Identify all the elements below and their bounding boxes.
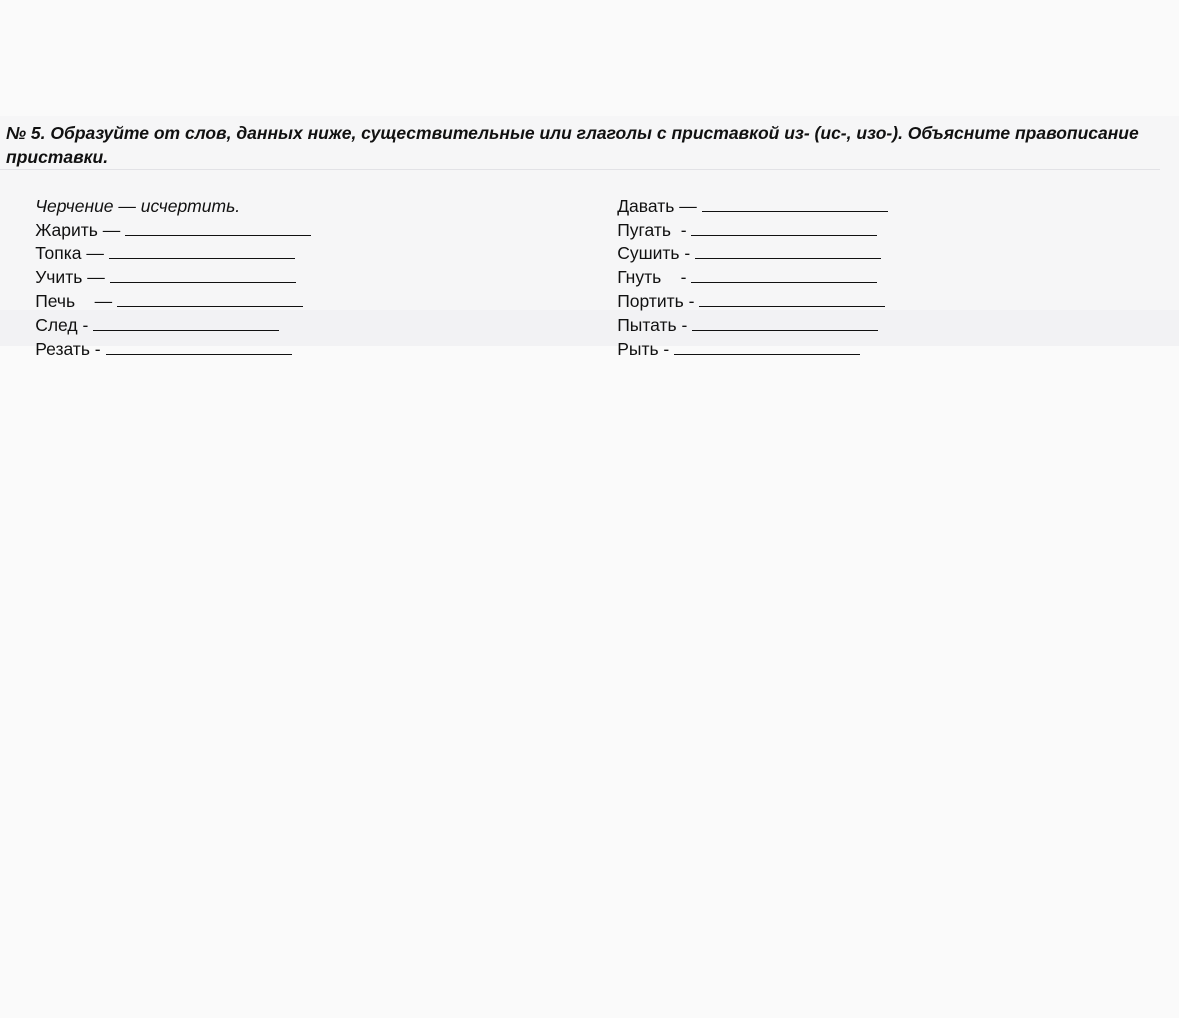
word-label: Учить — [35,267,110,288]
example-text: Черчение — исчертить. [35,195,241,216]
word-label: Печь — [35,290,117,311]
example-row [6,171,311,216]
answer-blank[interactable] [699,292,885,307]
answer-blank[interactable] [692,316,878,331]
answer-blank[interactable] [674,340,860,355]
exercise-sheet [0,116,1179,359]
answer-blank[interactable] [109,244,295,259]
word-label: Пытать - [617,314,693,335]
word-label: Рыть - [617,338,675,359]
exercise-title: № 5. Образуйте от слов, данных ниже, существительные или глаголы с приставкой из- (ис-, изо-). Объясните правописание приставки. [6,123,1139,167]
word-label: Жарить — [35,219,126,240]
right-word-column [588,171,888,359]
word-label: Давать — [617,195,702,216]
word-label: Пугать - [617,219,692,240]
answer-blank[interactable] [691,221,877,236]
word-label: Портить - [617,290,700,311]
word-label: Топка — [35,243,109,264]
answer-blank[interactable] [106,340,292,355]
answer-blank[interactable] [702,197,888,212]
left-word-column [6,171,311,359]
answer-blank[interactable] [695,244,881,259]
word-label: След - [35,314,94,335]
word-label: Сушить - [617,243,696,264]
answer-blank[interactable] [117,292,303,307]
word-label: Гнуть - [617,267,692,288]
title-divider [0,169,1160,170]
answer-blank[interactable] [93,316,279,331]
word-row [588,171,888,216]
answer-blank[interactable] [691,268,877,283]
word-label: Резать - [35,338,106,359]
answer-blank[interactable] [125,221,311,236]
answer-blank[interactable] [110,268,296,283]
